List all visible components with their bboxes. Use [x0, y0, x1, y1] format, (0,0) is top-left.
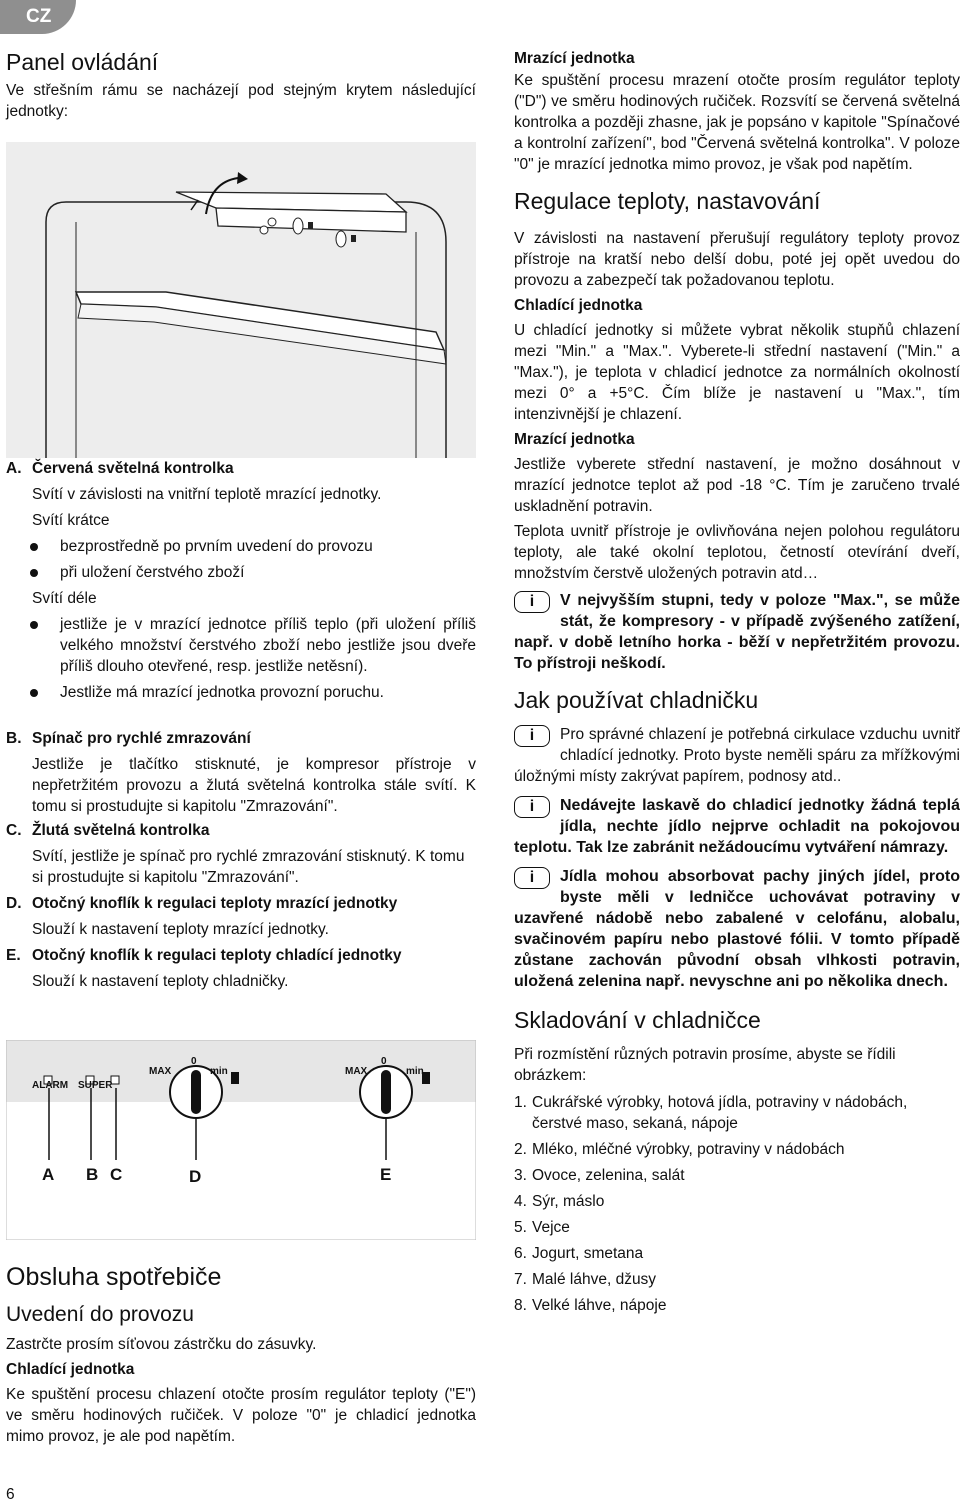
right-column: [514, 48, 960, 1321]
min-label-e: min: [406, 1066, 424, 1077]
fridge-top-illustration: [6, 142, 476, 458]
long-bullets: [6, 614, 476, 703]
storage-title: Skladování v chladničce: [514, 1007, 761, 1033]
label-c: C: [110, 1165, 123, 1184]
panel-intro: Ve střešním rámu se nacházejí pod stejným krytem následující jednotky:: [6, 82, 476, 120]
list-item: 7. Malé láhve, džusy: [514, 1271, 657, 1288]
item-a-title: A. Červená světelná kontrolka: [6, 460, 234, 477]
long-label: Svítí déle: [32, 590, 97, 607]
info-icon: i: [514, 867, 550, 889]
freezer2-subtitle: Mrazící jednotka: [514, 431, 635, 448]
info-icon: i: [514, 796, 550, 818]
item-d-section: [6, 893, 476, 940]
list-item: při uložení čerstvého zboží: [6, 562, 476, 583]
storage-list: [514, 1092, 960, 1316]
cooling-text-right: U chladící jednotky si můžete vybrat několik stupňů chlazení mezi "Min." a "Max.". Vyberete-li střední nastavení ("Min." a "Max."), je teplota v chladicí jednotce za normálních okolností mezi 0° a +5°C. Čím blíže je nastavení u "Max.", tím intenzivnější je chlazení.: [514, 322, 960, 423]
item-e-section: [6, 945, 476, 992]
info-note-smell: i Jídla mohou absorbovat pachy jiných jídel, proto byste měli v ledničce uchovávat potraviny v uzavřené nádobě nebo zabalené v celofánu, alobalu, svačinovém papíru nebo plastové fólii. V tomto případě zůstane zachován původní obsah vlhkosti potravin, uložená zelenina např. nevyschne ani po několika dnech.: [514, 868, 960, 990]
startup-text: Zastrčte prosím síťovou zástrčku do zásuvky.: [6, 1336, 317, 1353]
info-icon: i: [514, 725, 550, 747]
page-number: 6: [6, 1486, 15, 1503]
language-badge: CZ: [0, 0, 76, 34]
item-a-text: Svítí v závislosti na vnitřní teplotě mrazící jednotky.: [32, 486, 382, 503]
info-note-max: i V nejvyšším stupni, tedy v poloze "Max.", se může stát, že kompresory - v případě zvýšeného zatížení, např. v době letního horka - běží v nepřetržitém provozu. To přístroji neškodí.: [514, 592, 960, 672]
item-a-section: [6, 458, 476, 708]
max-label-d: MAX: [149, 1066, 172, 1077]
info-icon: i: [514, 591, 550, 613]
label-a: A: [42, 1165, 55, 1184]
freezer2-text2: Teplota uvnitř přístroje je ovlivňována nejen polohou regulátoru teploty, ale také okolní teplotou, četností otevírání dveří, množstvím čerstvě uložených potravin atd…: [514, 523, 960, 582]
operation-title: Obsluha spotřebiče: [6, 1263, 222, 1291]
list-item: jestliže je v mrazící jednotce příliš teplo (při uložení příliš velkého množství čerstvého zboží nebo jestliže jsou dveře příliš dlouho otevřené, resp. jestliže netěsní).: [6, 614, 476, 677]
item-c-text: Svítí, jestliže je spínač pro rychlé zmrazování stisknutý. K tomu si prostudujte si kapitolu "Zmrazování".: [32, 848, 465, 886]
list-item: 8. Velké láhve, nápoje: [514, 1297, 667, 1314]
list-item: 5. Vejce: [514, 1219, 570, 1236]
label-d: D: [189, 1167, 202, 1186]
list-item: 3. Ovoce, zelenina, salát: [514, 1167, 685, 1184]
freezer-subtitle: Mrazící jednotka: [514, 50, 635, 67]
list-item: 2. Mléko, mléčné výrobky, potraviny v nádobách: [514, 1141, 845, 1158]
max-label-e: MAX: [345, 1066, 368, 1077]
item-c-title: C. Žlutá světelná kontrolka: [6, 822, 210, 839]
min-label-d: min: [210, 1066, 228, 1077]
label-b: B: [86, 1165, 99, 1184]
cooling-subtitle: Chladící jednotka: [6, 1361, 135, 1378]
info-note-warm: i Nedávejte laskavě do chladicí jednotky žádná teplá jídla, nechte jídlo nejprve ochladit na pokojovou teplotu. Tak lze zabránit nežádoucímu vytváření námrazy.: [514, 797, 960, 856]
label-e: E: [380, 1165, 392, 1184]
item-e-text: Slouží k nastavení teploty chladničky.: [32, 973, 289, 990]
storage-intro: Při rozmístění různých potravin prosíme, abyste se řídili obrázkem:: [514, 1046, 896, 1084]
panel-section: [6, 48, 476, 122]
zero-label-e: 0: [381, 1056, 387, 1067]
freezer-text: Ke spuštění procesu mrazení otočte prosím regulátor teploty ("D") ve směru hodinových ručiček. Rozsvítí se červená světelná kontrolka a později zhasne, jak je popsáno v kapitole "Spínačové a kontrolní zařízení", bod "Červená světelná kontrolka". V poloze "0" je mrazící jednotka mimo provoz, je však pod napětím.: [514, 72, 960, 173]
cooling-text: Ke spuštění procesu chlazení otočte prosím regulátor teploty ("E") ve směru hodinových ručiček. V poloze "0" je chladicí jednotka mimo provoz, je ale pod napětím.: [6, 1386, 476, 1445]
list-item: bezprostředně po prvním uvedení do provozu: [6, 536, 476, 557]
item-c-section: [6, 820, 476, 888]
regulation-title: Regulace teploty, nastavování: [514, 188, 821, 214]
list-item: 6. Jogurt, smetana: [514, 1245, 644, 1262]
cooling-subtitle-right: Chladící jednotka: [514, 297, 643, 314]
item-b-title: B. Spínač pro rychlé zmrazování: [6, 730, 251, 747]
list-item: Jestliže má mrazící jednotka provozní poruchu.: [6, 682, 476, 703]
startup-title: Uvedení do provozu: [6, 1303, 194, 1326]
panel-title: Panel ovládání: [6, 49, 159, 75]
control-panel-figure: [6, 1040, 476, 1240]
howto-title: Jak používat chladničku: [514, 687, 759, 713]
short-label: Svítí krátce: [32, 512, 110, 529]
item-d-title: D. Otočný knoflík k regulaci teploty mrazící jednotky: [6, 895, 398, 912]
item-d-text: Slouží k nastavení teploty mrazící jednotky.: [32, 921, 329, 938]
info-note-air: i Pro správné chlazení je potřebná cirkulace vzduchu uvnitř chladící jednotky. Proto byste neměli spáru za mřížkovými úložnými místy zakrývat papírem, podnosy atd..: [514, 726, 960, 785]
list-item: 4. Sýr, máslo: [514, 1193, 605, 1210]
item-b-text: Jestliže je tlačítko stisknuté, je kompresor přístroje v nepřetržitém provozu a žlutá světelná kontrolka stále svítí. K tomu si prostudujte si kapitolu "Zmrazování".: [32, 756, 476, 815]
item-e-title: E. Otočný knoflík k regulaci teploty chladící jednotky: [6, 947, 402, 964]
regulation-text: V závislosti na nastavení přerušují regulátory teploty provoz přístroje na kratší nebo delší dobu, poté jej opět uvedou do provozu a zabezpečí tak požadovanou teplotu.: [514, 230, 960, 289]
alarm-label: ALARM: [32, 1080, 69, 1091]
item-b-section: [6, 728, 476, 817]
freezer2-text1: Jestliže vyberete střední nastavení, je možno dosáhnout v mrazící jednotce teplot až pod -18 °C. Tím je zaručeno trvalé uskladnění potravin.: [514, 456, 960, 515]
operation-section: [6, 1262, 476, 1447]
zero-label-d: 0: [191, 1056, 197, 1067]
super-label: SUPER: [78, 1080, 113, 1091]
list-item: 1. Cukrářské výrobky, hotová jídla, potraviny v nádobách, čerstvé maso, sekaná, nápoje: [514, 1094, 908, 1132]
short-bullets: [6, 536, 476, 583]
